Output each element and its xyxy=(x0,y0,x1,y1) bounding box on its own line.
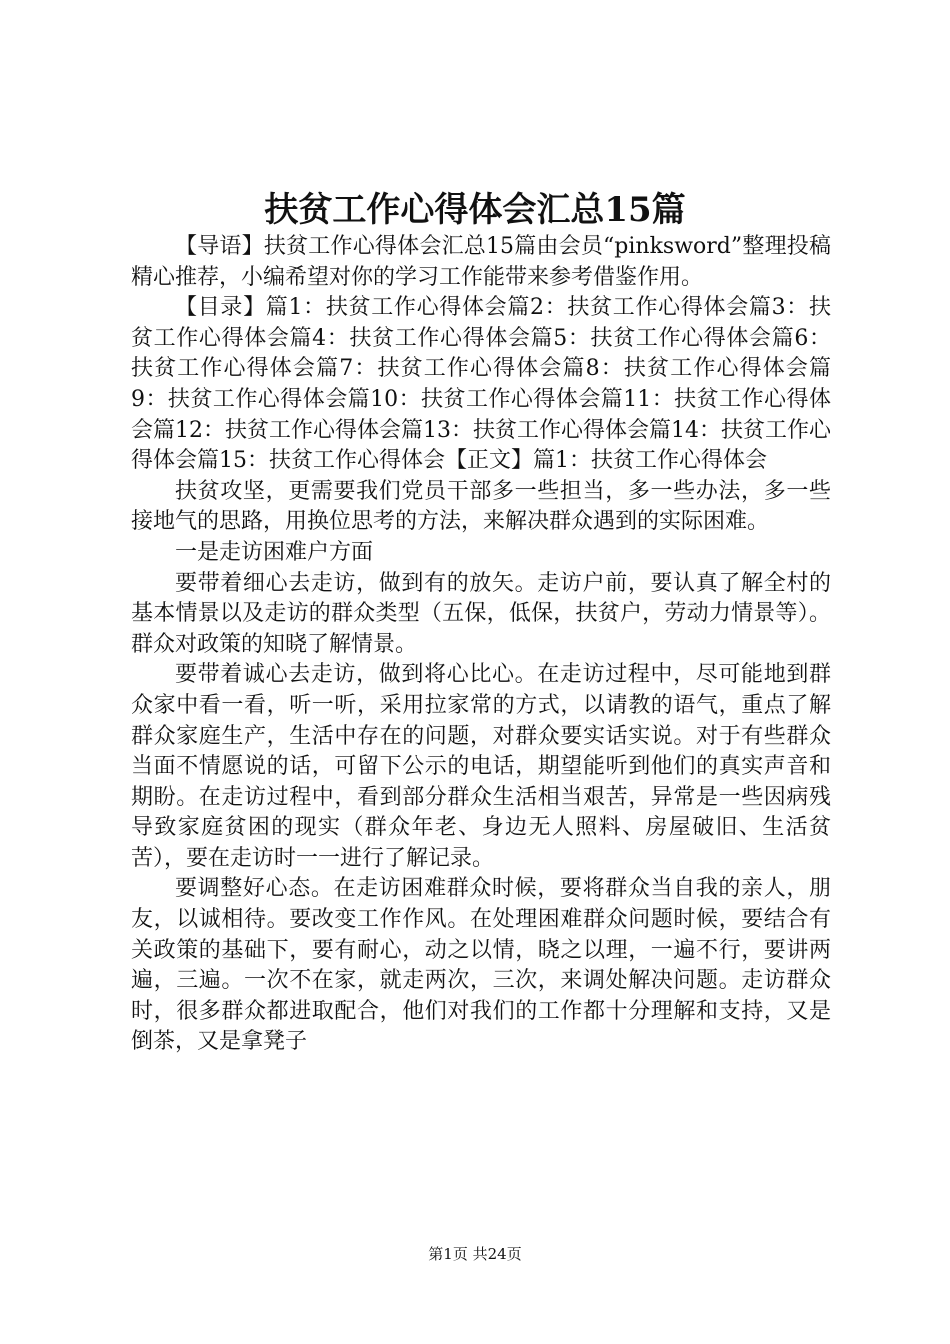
body-paragraph: 要调整好心态。在走访困难群众时候，要将群众当自我的亲人，朋友，以诚相待。要改变工作作风。在处理困难群众问题时候，要结合有关政策的基础下，要有耐心，动之以情，晓之以理，一遍不行，要讲两遍，三遍。一次不在家，就走两次，三次，来调处解决问题。走访群众时，很多群众都进取配合，他们对我们的工作都十分理解和支持，又是倒茶，又是拿凳子 xyxy=(131,876,831,1055)
body-paragraph: 要带着细心去走访，做到有的放矢。走访户前，要认真了解全村的基本情景以及走访的群众类型（五保，低保，扶贫户，劳动力情景等）。群众对政策的知晓了解情景。 xyxy=(131,570,831,657)
body-paragraph: 扶贫攻坚，更需要我们党员干部多一些担当，多一些办法，多一些接地气的思路，用换位思考的方法，来解决群众遇到的实际困难。 xyxy=(131,478,831,535)
page-footer: 第1页 共24页 xyxy=(428,1245,522,1263)
body-paragraph: 要带着诚心去走访，做到将心比心。在走访过程中，尽可能地到群众家中看一看，听一听，采用拉家常的方式，以请教的语气，重点了解群众家庭生产，生活中存在的问题，对群众要实话实说。对于有些群众当面不情愿说的话，可留下公示的电话，期望能听到他们的真实声音和期盼。在走访过程中，看到部分群众生活相当艰苦，异常是一些因病残导致家庭贫困的现实（群众年老、身边无人照料、房屋破旧、生活贫苦），要在走访时一一进行了解记录。 xyxy=(131,662,831,871)
document-title: 扶贫工作心得体会汇总15篇 xyxy=(264,190,686,230)
document-body xyxy=(131,232,831,1058)
intro-paragraph: 【导语】扶贫工作心得体会汇总15篇由会员“pinksword”整理投稿精心推荐，小编希望对你的学习工作能带来参考借鉴作用。 xyxy=(131,234,831,290)
section-heading: 一是走访困难户方面 xyxy=(175,539,374,565)
toc-paragraph: 【目录】篇1：扶贫工作心得体会篇2：扶贫工作心得体会篇3：扶贫工作心得体会篇4：扶贫工作心得体会篇5：扶贫工作心得体会篇6：扶贫工作心得体会篇7：扶贫工作心得体会篇8：扶贫工作心得体会篇9：扶贫工作心得体会篇10：扶贫工作心得体会篇11：扶贫工作心得体会篇12：扶贫工作心得体会篇13：扶贫工作心得体会篇14：扶贫工作心得体会篇15：扶贫工作心得体会【正文】篇1：扶贫工作心得体会 xyxy=(131,295,831,474)
